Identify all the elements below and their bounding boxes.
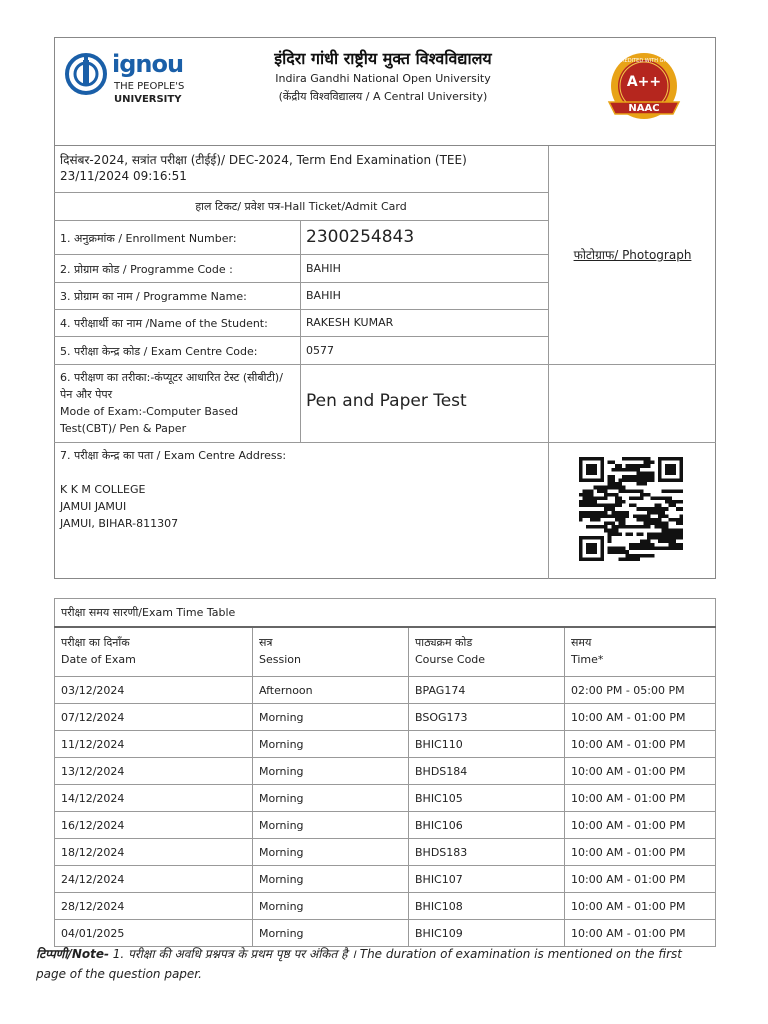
course-code: BPAG174 — [409, 677, 565, 704]
table-row — [55, 785, 716, 812]
hall-ticket-label: हाल टिकट/ प्रवेश पत्र-Hall Ticket/Admit Card — [195, 200, 407, 213]
exam-date: 03/12/2024 — [55, 677, 253, 704]
session: Morning — [253, 839, 409, 866]
naac-grade: A++ — [626, 74, 662, 90]
university-subtitle: (केंद्रीय विश्वविद्यालय / A Central University) — [278, 90, 488, 103]
ignou-logo — [62, 48, 187, 112]
session: Morning — [253, 866, 409, 893]
table-row — [55, 812, 716, 839]
exam-date: 16/12/2024 — [55, 812, 253, 839]
course-code: BHIC110 — [409, 731, 565, 758]
mode-label-line: 6. परीक्षण का तरीका:-कंप्यूटर आधारित टेस्ट (सीबीटी)/ — [60, 371, 283, 384]
mode-value: Pen and Paper Test — [306, 391, 467, 411]
photograph-placeholder: फोटोग्राफ/ Photograph — [573, 248, 692, 262]
exam-time: 10:00 AM - 01:00 PM — [565, 704, 716, 731]
header-time — [565, 627, 716, 677]
note-text-hi: 1. परीक्षा की अवधि प्रश्नपत्र के प्रथम पृष्ठ पर अंकित है । — [108, 947, 360, 961]
enrollment-value: 2300254843 — [306, 227, 415, 247]
address-label: 7. परीक्षा केन्द्र का पता / Exam Centre Address: — [60, 449, 287, 462]
course-code: BHIC107 — [409, 866, 565, 893]
timetable-header-row — [55, 627, 716, 677]
session: Morning — [253, 731, 409, 758]
row-line — [54, 220, 548, 221]
exam-datetime: 23/11/2024 09:16:51 — [60, 169, 187, 183]
university-name-english: Indira Gandhi National Open University — [275, 72, 491, 85]
exam-title: दिसंबर-2024, सत्रांत परीक्षा (टीईई)/ DEC-2024, Term End Examination (TEE) — [60, 153, 467, 167]
note — [36, 944, 736, 984]
exam-date: 18/12/2024 — [55, 839, 253, 866]
centre-code-value: 0577 — [306, 344, 334, 357]
header-course-hi: पाठ्यक्रम कोड — [415, 636, 473, 649]
exam-date: 04/01/2025 — [55, 920, 253, 947]
session: Morning — [253, 893, 409, 920]
course-code: BHIC106 — [409, 812, 565, 839]
exam-time: 10:00 AM - 01:00 PM — [565, 758, 716, 785]
naac-seal — [603, 52, 685, 128]
course-code: BHIC105 — [409, 785, 565, 812]
row-line — [54, 336, 548, 337]
table-row — [55, 920, 716, 947]
table-row — [55, 866, 716, 893]
logo-sub2: UNIVERSITY — [114, 94, 182, 105]
logo-text: ignou — [112, 50, 184, 78]
header-session-en: Session — [259, 653, 301, 666]
mode-label-line: Mode of Exam:-Computer Based — [60, 405, 239, 418]
mode-label — [60, 369, 283, 437]
programme-code-label: 2. प्रोग्राम कोड / Programme Code : — [60, 263, 233, 276]
course-code: BHDS184 — [409, 758, 565, 785]
header-session-hi: सत्र — [259, 636, 273, 649]
header-time-en: Time* — [571, 653, 604, 666]
address-line: JAMUI JAMUI — [60, 500, 127, 513]
session: Morning — [253, 920, 409, 947]
logo-sub1: THE PEOPLE'S — [114, 81, 185, 92]
table-row — [55, 704, 716, 731]
session: Morning — [253, 758, 409, 785]
qr-code — [579, 457, 683, 561]
row-line — [54, 442, 716, 443]
row-line — [54, 254, 548, 255]
programme-code-value: BAHIH — [306, 262, 341, 275]
programme-name-label: 3. प्रोग्राम का नाम / Programme Name: — [60, 290, 247, 303]
course-code: BSOG173 — [409, 704, 565, 731]
exam-time: 10:00 AM - 01:00 PM — [565, 839, 716, 866]
exam-time: 10:00 AM - 01:00 PM — [565, 785, 716, 812]
row-line — [54, 192, 548, 193]
exam-date: 11/12/2024 — [55, 731, 253, 758]
exam-date: 14/12/2024 — [55, 785, 253, 812]
course-code: BHDS183 — [409, 839, 565, 866]
note-text-en-1: The duration of examination is mentioned on the first — [359, 947, 682, 961]
table-row — [55, 758, 716, 785]
mode-label-line: पेन और पेपर — [60, 388, 113, 401]
session: Afternoon — [253, 677, 409, 704]
header-date — [55, 627, 253, 677]
exam-date: 24/12/2024 — [55, 866, 253, 893]
exam-time: 10:00 AM - 01:00 PM — [565, 920, 716, 947]
course-code: BHIC108 — [409, 893, 565, 920]
address-line: JAMUI, BIHAR-811307 — [60, 517, 179, 530]
table-row — [55, 731, 716, 758]
header-date-en: Date of Exam — [61, 653, 136, 666]
exam-time: 02:00 PM - 05:00 PM — [565, 677, 716, 704]
course-code: BHIC109 — [409, 920, 565, 947]
row-line — [54, 282, 548, 283]
table-row — [55, 839, 716, 866]
exam-time: 10:00 AM - 01:00 PM — [565, 866, 716, 893]
session: Morning — [253, 704, 409, 731]
exam-date: 28/12/2024 — [55, 893, 253, 920]
student-name-label: 4. परीक्षार्थी का नाम /Name of the Student: — [60, 317, 268, 330]
row-line — [54, 364, 716, 365]
header-time-hi: समय — [571, 636, 592, 649]
centre-code-label: 5. परीक्षा केन्द्र कोड / Exam Centre Code: — [60, 345, 258, 358]
mode-label-line: Test(CBT)/ Pen & Paper — [60, 422, 187, 435]
exam-time: 10:00 AM - 01:00 PM — [565, 893, 716, 920]
photo-column-divider — [548, 146, 549, 579]
student-name-value: RAKESH KUMAR — [306, 316, 394, 329]
table-row — [55, 677, 716, 704]
exam-time: 10:00 AM - 01:00 PM — [565, 731, 716, 758]
session: Morning — [253, 812, 409, 839]
header-session — [253, 627, 409, 677]
header-date-hi: परीक्षा का दिनाँक — [61, 636, 130, 649]
note-text-en-2: page of the question paper. — [36, 967, 202, 981]
enrollment-label: 1. अनुक्रमांक / Enrollment Number: — [60, 232, 237, 245]
exam-date: 13/12/2024 — [55, 758, 253, 785]
naac-label: NAAC — [628, 103, 660, 114]
address-value — [60, 481, 178, 532]
table-row — [55, 893, 716, 920]
row-line — [54, 309, 548, 310]
address-line: K K M COLLEGE — [60, 483, 146, 496]
exam-timetable — [54, 598, 716, 947]
exam-time: 10:00 AM - 01:00 PM — [565, 812, 716, 839]
exam-date: 07/12/2024 — [55, 704, 253, 731]
session: Morning — [253, 785, 409, 812]
naac-ring-text: ACCREDITED WITH GRADE — [610, 58, 678, 64]
note-prefix: टिप्पणी/Note- — [36, 947, 109, 961]
university-name-hindi: इंदिरा गांधी राष्ट्रीय मुक्त विश्वविद्यालय — [274, 49, 492, 68]
header-course-en: Course Code — [415, 653, 486, 666]
programme-name-value: BAHIH — [306, 289, 341, 302]
header-course — [409, 627, 565, 677]
timetable-title: परीक्षा समय सारणी/Exam Time Table — [55, 599, 716, 628]
